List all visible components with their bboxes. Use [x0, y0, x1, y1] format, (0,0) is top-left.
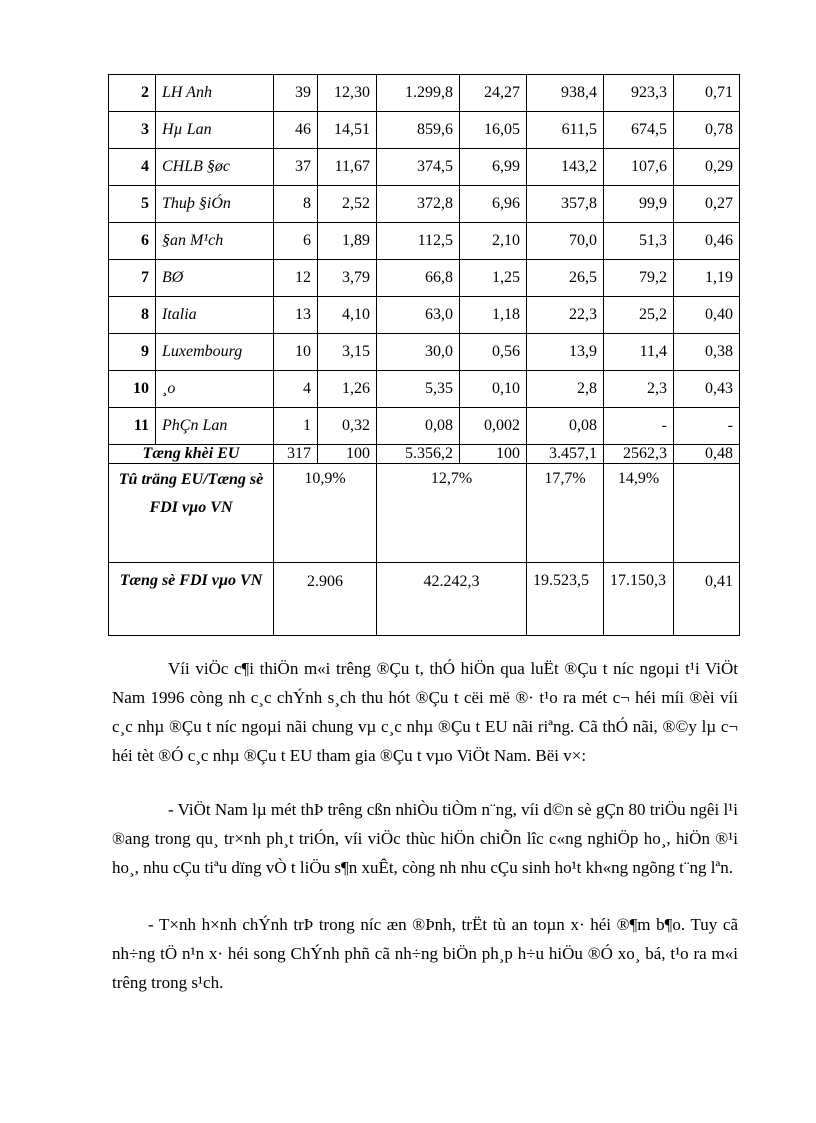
paragraph-politics: - T×nh h×nh chÝnh trÞ trong níc æn ®Þnh, trËt tù an toµn x· héi ®¶m b¶o. Tuy cã nh÷ng tÖ n¹n x· héi song ChÝnh phñ cã nh÷ng biÖn ph¸p h÷u hiÖu ®Ó xo¸ bá, t¹o ra m«i trêng trong s¹ch.: [112, 915, 738, 992]
table-row: [109, 112, 740, 149]
cell-pct-projects: 12,30: [318, 75, 377, 112]
cell-pct-capital: 1,25: [460, 260, 527, 297]
cell-projects: 39: [274, 75, 318, 112]
cell-ratio: 0,78: [674, 112, 740, 149]
cell-ratio: 0,40: [674, 297, 740, 334]
cell-legal: 13,9: [527, 334, 604, 371]
cell-implemented: 923,3: [604, 75, 674, 112]
cell-projects: 1: [274, 408, 318, 445]
total-projects: 317: [274, 445, 318, 464]
cell-pct-capital: 6,96: [460, 186, 527, 223]
cell-legal: 26,5: [527, 260, 604, 297]
cell-implemented: 99,9: [604, 186, 674, 223]
cell-stt: 3: [109, 112, 156, 149]
vn-total-implemented: 17.150,3: [604, 563, 674, 636]
cell-stt: 9: [109, 334, 156, 371]
cell-legal: 611,5: [527, 112, 604, 149]
cell-country: LH Anh: [156, 75, 274, 112]
cell-implemented: 51,3: [604, 223, 674, 260]
cell-legal: 22,3: [527, 297, 604, 334]
cell-ratio: 1,19: [674, 260, 740, 297]
cell-capital: 859,6: [377, 112, 460, 149]
cell-capital: 0,08: [377, 408, 460, 445]
cell-projects: 10: [274, 334, 318, 371]
cell-ratio: 0,46: [674, 223, 740, 260]
table-row: [109, 149, 740, 186]
cell-implemented: 674,5: [604, 112, 674, 149]
cell-pct-projects: 0,32: [318, 408, 377, 445]
total-ratio: 0,48: [674, 445, 740, 464]
cell-pct-capital: 0,56: [460, 334, 527, 371]
cell-country: BØ: [156, 260, 274, 297]
cell-implemented: 11,4: [604, 334, 674, 371]
cell-legal: 0,08: [527, 408, 604, 445]
cell-legal: 938,4: [527, 75, 604, 112]
cell-implemented: 79,2: [604, 260, 674, 297]
cell-stt: 4: [109, 149, 156, 186]
table-row: [109, 371, 740, 408]
table-row: [109, 75, 740, 112]
cell-pct-projects: 14,51: [318, 112, 377, 149]
cell-legal: 143,2: [527, 149, 604, 186]
vn-total-row: [109, 563, 740, 636]
eu-share-row: [109, 464, 740, 563]
vn-total-label: Tæng sè FDI vµo VN: [109, 563, 274, 636]
cell-pct-capital: 16,05: [460, 112, 527, 149]
cell-ratio: 0,71: [674, 75, 740, 112]
cell-projects: 4: [274, 371, 318, 408]
cell-projects: 37: [274, 149, 318, 186]
cell-legal: 357,8: [527, 186, 604, 223]
cell-country: Luxembourg: [156, 334, 274, 371]
total-pct-capital: 100: [460, 445, 527, 464]
cell-country: PhÇn Lan: [156, 408, 274, 445]
total-pct-projects: 100: [318, 445, 377, 464]
vn-total-ratio: 0,41: [674, 563, 740, 636]
cell-pct-capital: 1,18: [460, 297, 527, 334]
cell-ratio: 0,27: [674, 186, 740, 223]
cell-stt: 11: [109, 408, 156, 445]
cell-stt: 6: [109, 223, 156, 260]
cell-implemented: 2,3: [604, 371, 674, 408]
cell-capital: 66,8: [377, 260, 460, 297]
cell-pct-projects: 4,10: [318, 297, 377, 334]
paragraph-market: - ViÖt Nam lµ mét thÞ trêng cßn nhiÒu tiÒm n¨ng, víi d©n sè gÇn 80 triÖu ngêi l¹i ®ang trong qu¸ tr×nh ph¸t triÓn, víi viÖc thùc hiÖn chiÕn lîc c«ng nghiÖp ho¸, hiÖn ®¹i ho¸, nhu cÇu tiªu dïng vÒ t liÖu s¶n xuÊt, còng nh nhu cÇu sinh ho¹t kh«ng ngõng t¨ng lªn.: [112, 800, 738, 877]
cell-capital: 1.299,8: [377, 75, 460, 112]
total-capital: 5.356,2: [377, 445, 460, 464]
cell-country: ¸o: [156, 371, 274, 408]
cell-pct-projects: 2,52: [318, 186, 377, 223]
paragraph-intro: Víi viÖc c¶i thiÖn m«i trêng ®Çu t, thÓ hiÖn qua luËt ®Çu t níc ngoµi t¹i ViÖt Nam 1996 còng nh c¸c chÝnh s¸ch thu hót ®Çu t cëi më ®· t¹o ra mét c¬ héi míi ®èi víi c¸c nhµ ®Çu t níc ngoµi nãi chung vµ c¸c nhµ ®Çu t EU nãi riªng. Cã thÓ nãi, ®©y lµ c¬ héi tèt ®Ó c¸c nhµ ®Çu t EU tham gia ®Çu t vµo ViÖt Nam. Bëi v×:: [112, 659, 738, 765]
cell-ratio: 0,29: [674, 149, 740, 186]
total-eu-row: [109, 445, 740, 464]
table-row: [109, 408, 740, 445]
total-label: Tæng khèi EU: [109, 445, 274, 464]
cell-pct-projects: 3,15: [318, 334, 377, 371]
cell-ratio: -: [674, 408, 740, 445]
cell-pct-capital: 0,10: [460, 371, 527, 408]
cell-stt: 2: [109, 75, 156, 112]
cell-capital: 374,5: [377, 149, 460, 186]
cell-pct-projects: 11,67: [318, 149, 377, 186]
cell-pct-capital: 2,10: [460, 223, 527, 260]
cell-projects: 13: [274, 297, 318, 334]
cell-implemented: 25,2: [604, 297, 674, 334]
cell-stt: 8: [109, 297, 156, 334]
table-row: [109, 223, 740, 260]
cell-capital: 372,8: [377, 186, 460, 223]
share-implemented: 14,9%: [604, 464, 674, 563]
cell-legal: 2,8: [527, 371, 604, 408]
cell-country: Italia: [156, 297, 274, 334]
cell-implemented: 107,6: [604, 149, 674, 186]
cell-capital: 63,0: [377, 297, 460, 334]
table-row: [109, 297, 740, 334]
cell-country: CHLB §øc: [156, 149, 274, 186]
cell-projects: 8: [274, 186, 318, 223]
table-row: [109, 334, 740, 371]
cell-capital: 112,5: [377, 223, 460, 260]
cell-legal: 70,0: [527, 223, 604, 260]
cell-stt: 7: [109, 260, 156, 297]
vn-total-capital: 42.242,3: [377, 563, 527, 636]
share-label: Tû träng EU/Tæng sè FDI vµo VN: [109, 464, 274, 563]
cell-stt: 5: [109, 186, 156, 223]
table-body: [109, 75, 740, 636]
cell-country: Thuþ §iÓn: [156, 186, 274, 223]
cell-pct-capital: 0,002: [460, 408, 527, 445]
cell-pct-projects: 3,79: [318, 260, 377, 297]
cell-ratio: 0,38: [674, 334, 740, 371]
cell-projects: 46: [274, 112, 318, 149]
share-capital: 12,7%: [377, 464, 527, 563]
table-row: [109, 260, 740, 297]
cell-implemented: -: [604, 408, 674, 445]
cell-country: Hµ Lan: [156, 112, 274, 149]
eu-fdi-table: [108, 74, 740, 636]
cell-pct-projects: 1,26: [318, 371, 377, 408]
vn-total-legal: 19.523,5: [527, 563, 604, 636]
cell-projects: 12: [274, 260, 318, 297]
share-projects: 10,9%: [274, 464, 377, 563]
cell-capital: 30,0: [377, 334, 460, 371]
cell-capital: 5,35: [377, 371, 460, 408]
total-implemented: 2562,3: [604, 445, 674, 464]
cell-stt: 10: [109, 371, 156, 408]
cell-pct-projects: 1,89: [318, 223, 377, 260]
cell-pct-capital: 24,27: [460, 75, 527, 112]
cell-pct-capital: 6,99: [460, 149, 527, 186]
cell-ratio: 0,43: [674, 371, 740, 408]
share-empty-cell: [674, 464, 740, 563]
total-legal: 3.457,1: [527, 445, 604, 464]
cell-projects: 6: [274, 223, 318, 260]
cell-country: §an M¹ch: [156, 223, 274, 260]
vn-total-projects: 2.906: [274, 563, 377, 636]
share-legal: 17,7%: [527, 464, 604, 563]
table-row: [109, 186, 740, 223]
